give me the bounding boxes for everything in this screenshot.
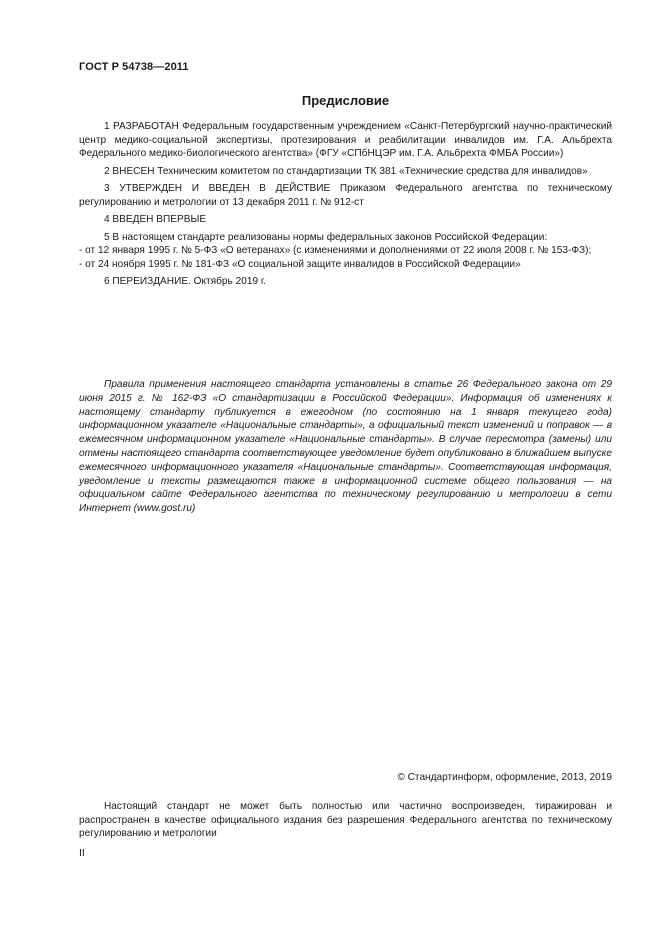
preface-paragraph-1: 1 РАЗРАБОТАН Федеральным государственным учреждением «Санкт-Петербургский научно-практический центр медико-социальной экспертизы, протезирования и реабилитации инвалидов им. Г.А. Альбрехта Федерального медико-биологического агентства» (ФГУ «СПбНЦЭР им. Г.А. Альбрехта ФМБА России»)	[79, 121, 612, 159]
preface-section	[79, 120, 612, 293]
page-title: Предисловие	[301, 93, 390, 108]
preface-paragraph-2: 2 ВНЕСЕН Техническим комитетом по стандартизации ТК 381 «Технические средства для инвалидов»	[104, 165, 588, 177]
reproduction-notice: Настоящий стандарт не может быть полностью или частично воспроизведен, тиражирован и распространен в качестве официального издания без разрешения Федерального агентства по техническому регулированию и метрологии	[79, 801, 612, 839]
document-header: ГОСТ Р 54738—2011	[79, 61, 189, 73]
standard-usage-notice: Правила применения настоящего стандарта установлены в статье 26 Федерального закона от 29 июня 2015 г. № 162-ФЗ «О стандартизации в Российской Федерации». Информация об изменениях к настоящему стандарту публикуется в ежегодном (по состоянию на 1 января текущего года) информационном указателе «Национальные стандарты», а официальный текст изменений и поправок — в ежемесячном информационном указателе «Национальные стандарты». В случае пересмотра (замены) или отмены настоящего стандарта соответствующее уведомление будет опубликовано в ближайшем выпуске ежемесячного информационного указателя «Национальные стандарты». Соответствующая информация, уведомление и тексты размещаются также в информационной системе общего пользования — на официальном сайте Федерального агентства по техническому регулированию и метрологии в сети Интернет (www.gost.ru)	[79, 379, 612, 515]
law-item-2: - от 24 ноября 1995 г. № 181-ФЗ «О социальной защите инвалидов в Российской Федерации»	[79, 258, 521, 270]
preface-paragraph-3: 3 УТВЕРЖДЕН И ВВЕДЕН В ДЕЙСТВИЕ Приказом Федерального агентства по техническому регулированию и метрологии от 13 декабря 2011 г. № 912-ст	[79, 183, 612, 208]
page-number: II	[79, 847, 85, 859]
copyright-line: © Стандартинформ, оформление, 2013, 2019	[397, 772, 612, 783]
preface-paragraph-4: 4 ВВЕДЕН ВПЕРВЫЕ	[104, 214, 207, 225]
preface-paragraph-5: 5 В настоящем стандарте реализованы нормы федеральных законов Российской Федерации:	[104, 231, 548, 243]
preface-paragraph-6: 6 ПЕРЕИЗДАНИЕ. Октябрь 2019 г.	[104, 276, 267, 287]
law-item-1: - от 12 января 1995 г. № 5-ФЗ «О ветеранах» (с изменениями и дополнениями от 22 июля 2008 г. № 153-ФЗ);	[79, 245, 592, 256]
